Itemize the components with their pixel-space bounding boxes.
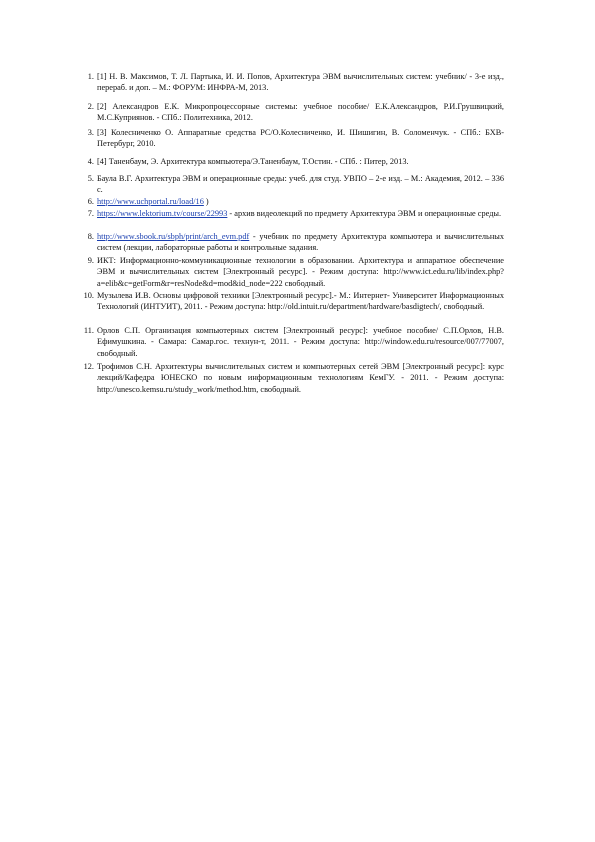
reference-number: 9.	[87, 256, 94, 265]
reference-link[interactable]: http://www.sbook.ru/sbph/print/arch_evm.pdf	[97, 232, 250, 241]
reference-number: 3.	[87, 128, 94, 137]
reference-text: Баула В.Г. Архитектура ЭВМ и операционные среды: учеб. для студ. УВПО – 2-е изд. – М.: Академия, 2012. – 336 с.	[97, 174, 504, 195]
reference-text: [2] Александров Е.К. Микропроцессорные системы: учебное пособие/ Е.К.Александров, Р.И.Грушвицкий, М.С.Куприянов. - СПб.: Политехника, 2012.	[97, 102, 504, 123]
reference-number: 1.	[87, 72, 94, 81]
reference-number: 10.	[83, 291, 94, 300]
reference-text: [3] Колесниченко О. Аппаратные средства PC/О.Колесниченко, И. Шишигин, В. Соломенчук. - СПб.: БХВ-Петербург, 2010.	[97, 128, 504, 149]
reference-text: Орлов С.П. Организация компьютерных систем [Электронный ресурс]: учебное пособие/ С.П.Орлов, Н.В. Ефимушкина. - Самара: Самар.гос. технун-т, 2011. - Режим доступа: http://window.edu.ru/resource/007/77007, свободный.	[97, 326, 504, 358]
reference-number: 7.	[87, 209, 94, 218]
reference-link[interactable]: http://www.uchportal.ru/load/16	[97, 197, 204, 206]
reference-text-after-link: - архив видеолекций по предмету Архитектура ЭВМ и операционные среды.	[227, 209, 502, 218]
reference-number: 4.	[87, 157, 94, 166]
reference-text	[97, 231, 504, 254]
reference-link[interactable]: https://www.lektorium.tv/course/22993	[97, 209, 228, 218]
reference-text: Музылева И.В. Основы цифровой техники [Электронный ресурс].- М.: Интернет- Университет Информационных Технологий (ИНТУИТ), 2011. - Режим доступа: http://old.intuit.ru/department/hardware/basdigtech/, свободный.	[97, 291, 504, 312]
reference-text: Трофимов С.Н. Архитектуры вычислительных систем и компьютерных сетей ЭВМ [Электронный ресурс]: курс лекций/Кафедра ЮНЕСКО по новым информационным технологиям КемГУ. - 2011. - Режим доступа: http://unesco.kemsu.ru/study_work/method.htm, свободный.	[97, 362, 504, 394]
reference-text	[97, 208, 504, 219]
reference-number: 11.	[83, 326, 94, 335]
reference-text-after-link: - учебник по предмету Архитектура компьютера и вычислительных систем (лекции, лабораторные работы и контрольные задания.	[97, 232, 504, 253]
reference-text: [1] Н. В. Максимов, Т. Л. Партыка, И. И. Попов, Архитектура ЭВМ вычислительных систем: учебник/ - 3-е изд., перераб. и доп. – М.: ФОРУМ: ИНФРА-М, 2013.	[97, 72, 504, 93]
reference-number: 5.	[87, 174, 94, 183]
reference-number: 8.	[87, 232, 94, 241]
reference-text: ИКТ: Информационно-коммуникационные технологии в образовании. Архитектура и аппаратное обеспечение ЭВМ и вычислительных систем [Электронный ресурс]. - Режим доступа: http://www.ict.edu.ru/lib/index.php?a=elib&c=getForm&r=resNode&d=mod&id_node=222 свободный.	[97, 256, 504, 288]
reference-text-after-link: )	[203, 197, 209, 206]
reference-number: 12.	[83, 362, 94, 371]
reference-number: 2.	[87, 102, 94, 111]
reference-text: [4] Таненбаум, Э. Архитектура компьютера/Э.Таненбаум, Т.Остин. - СПб. : Питер, 2013.	[97, 157, 409, 166]
reference-number: 6.	[87, 197, 94, 206]
reference-text	[97, 196, 504, 207]
